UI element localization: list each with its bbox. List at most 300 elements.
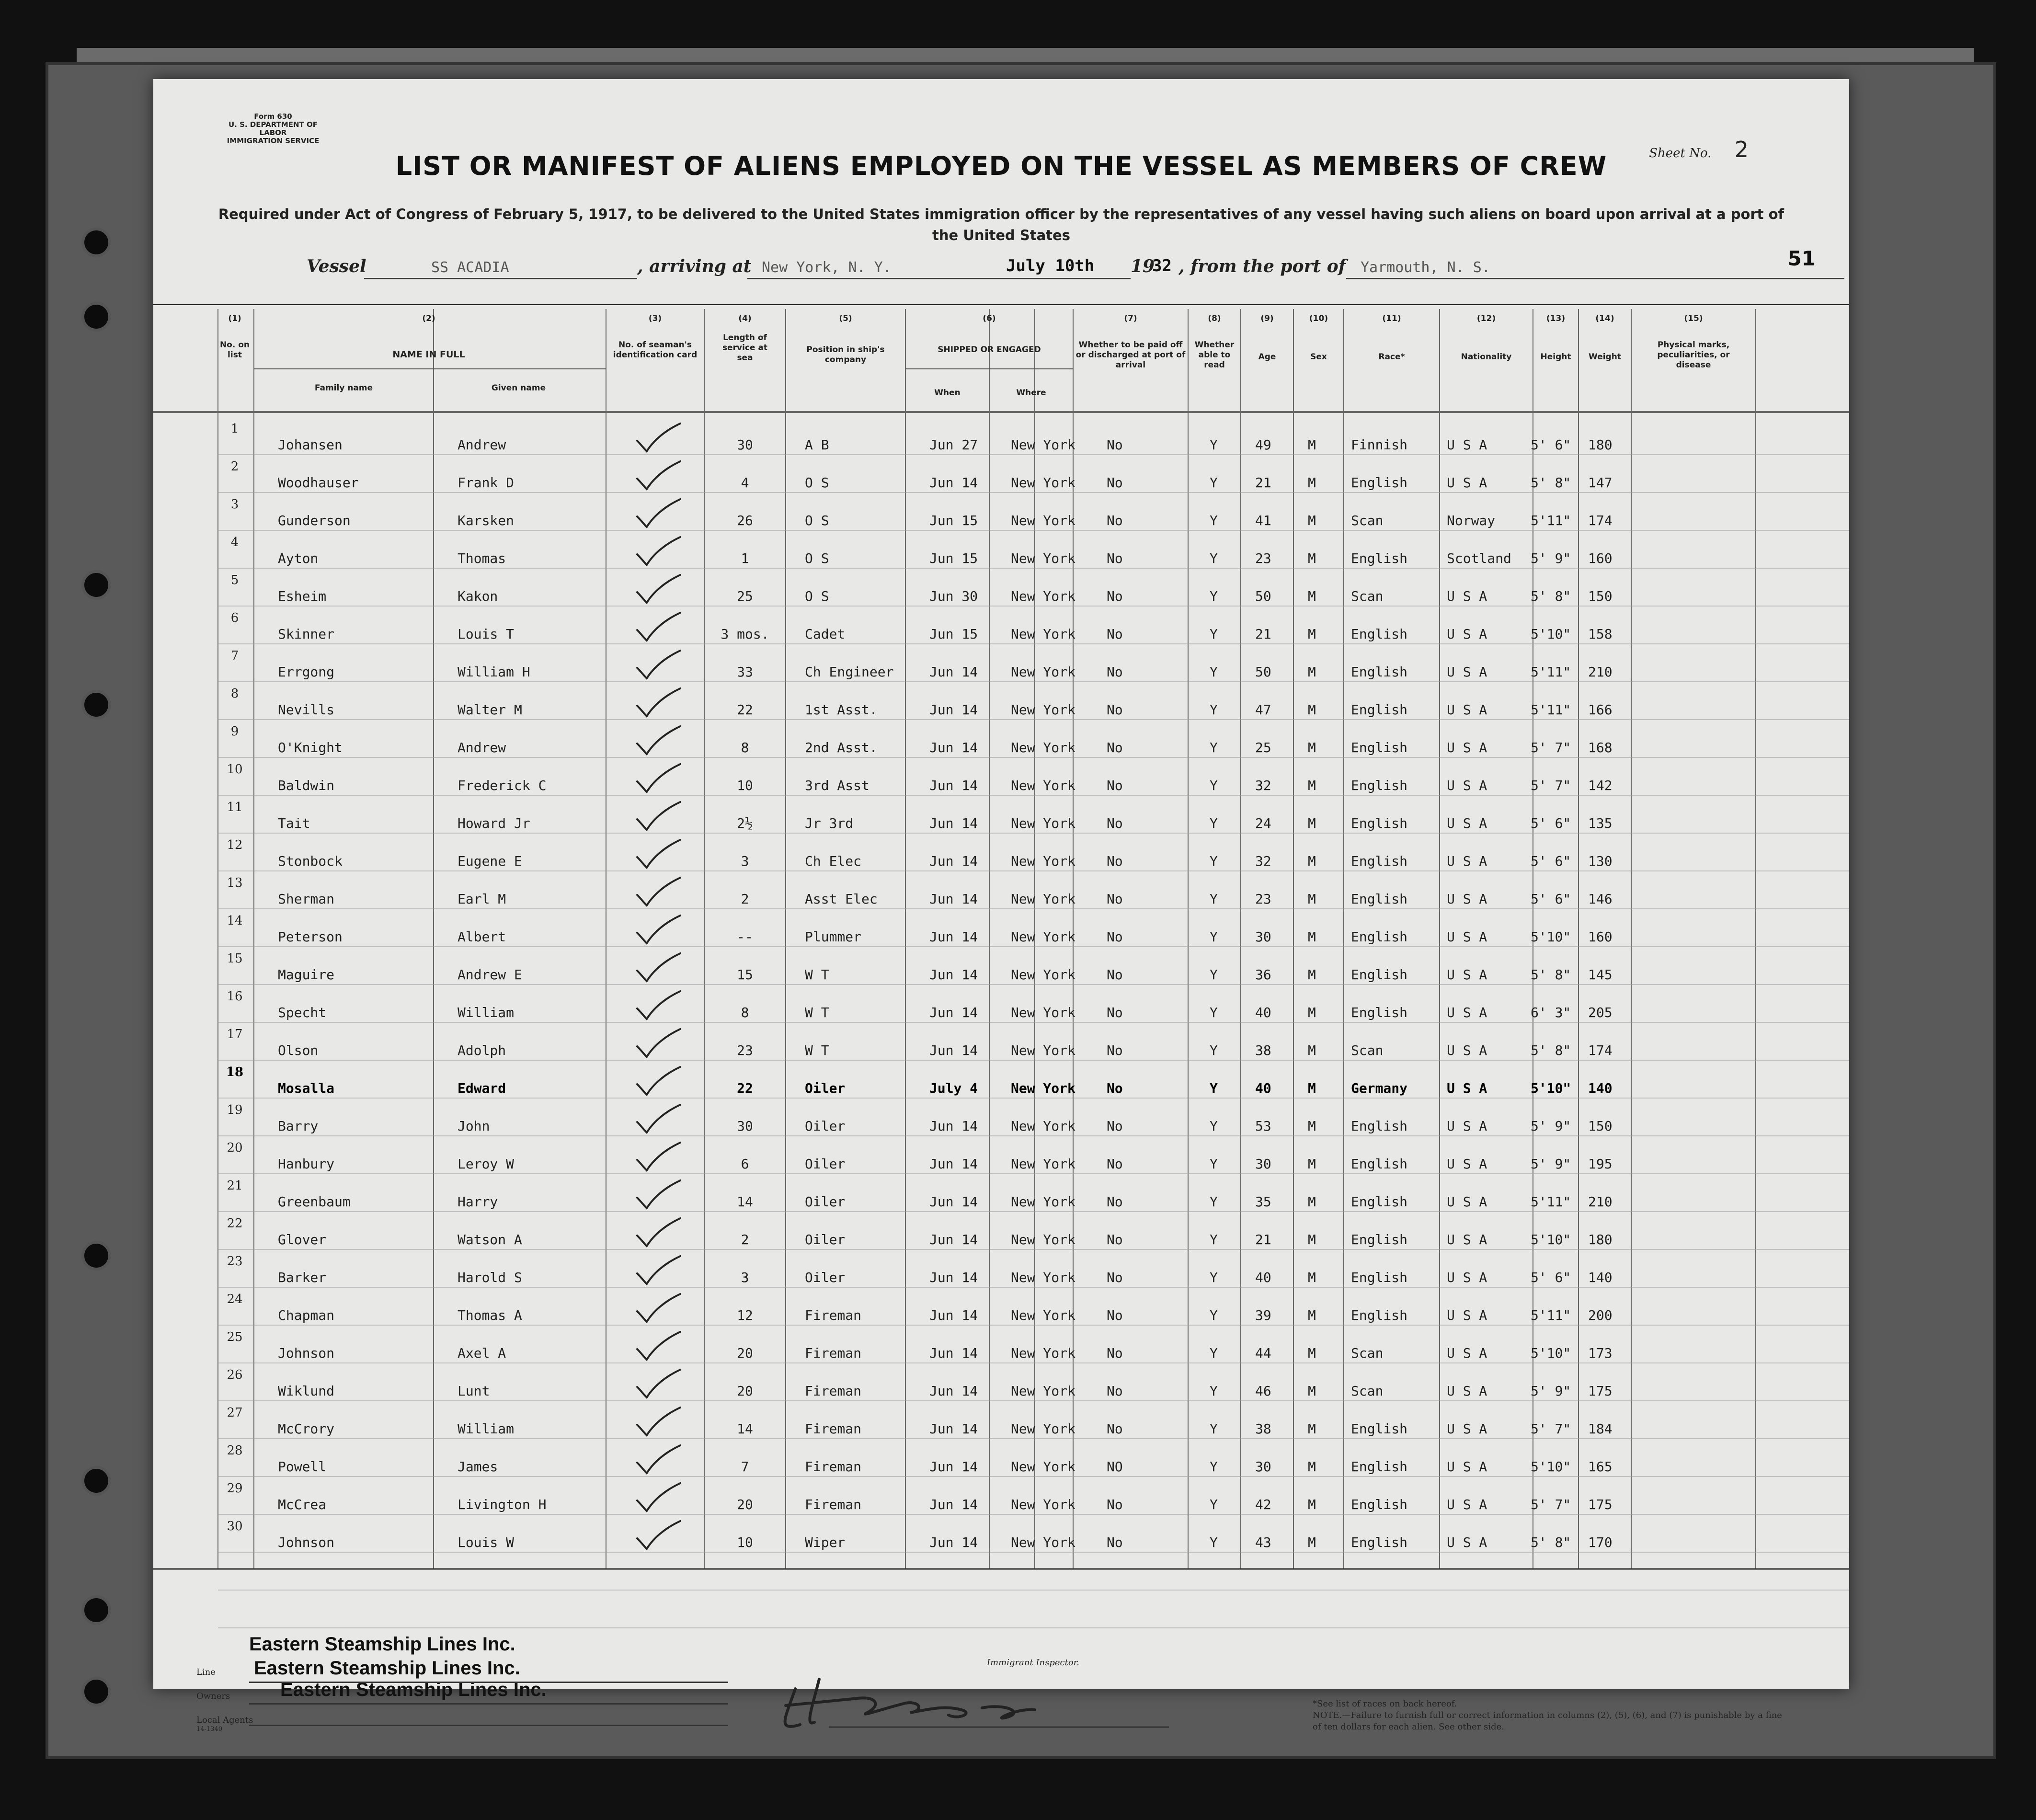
height: 5' 9" (1531, 550, 1571, 566)
given-name: William (458, 1005, 515, 1020)
able-to-read: Y (1210, 929, 1218, 945)
able-to-read: Y (1210, 1005, 1218, 1020)
col-14-num: (14) (1595, 314, 1614, 323)
weight: 160 (1588, 550, 1613, 566)
row-number: 29 (227, 1481, 243, 1496)
col-8-num: (8) (1208, 314, 1221, 323)
paid-off: No (1107, 815, 1123, 831)
hdr-position: Position in ship's company (806, 345, 885, 365)
family-name: Skinner (278, 626, 335, 642)
shipped-when: Jun 14 (929, 1118, 978, 1134)
family-name: Peterson (278, 929, 343, 945)
height: 5' 9" (1531, 1383, 1571, 1399)
sex: M (1308, 1232, 1316, 1248)
check-mark-icon (632, 1405, 685, 1438)
shipped-where: New York (1011, 1156, 1075, 1172)
shipped-when: Jun 14 (929, 1534, 978, 1550)
col-10-num: (10) (1309, 314, 1328, 323)
given-name: Karsken (458, 513, 515, 528)
weight: 142 (1588, 778, 1613, 793)
family-name: Specht (278, 1005, 327, 1020)
footnotes (1313, 1698, 1792, 1733)
page-title: LIST OR MANIFEST OF ALIENS EMPLOYED ON THE VESSEL AS MEMBERS OF CREW (395, 151, 1607, 181)
position: Fireman (805, 1345, 862, 1361)
table-row (153, 644, 1849, 682)
sex: M (1308, 967, 1316, 983)
weight: 175 (1588, 1383, 1613, 1399)
from-port: Yarmouth, N. S. (1361, 259, 1490, 276)
able-to-read: Y (1210, 1345, 1218, 1361)
shipped-when: Jun 14 (929, 1421, 978, 1437)
nationality: U S A (1447, 891, 1487, 907)
age: 40 (1255, 1005, 1271, 1020)
weight: 195 (1588, 1156, 1613, 1172)
hdr-length-service: Length of service at sea (722, 333, 768, 363)
table-row (153, 606, 1849, 644)
position: Oiler (805, 1080, 846, 1096)
family-name: O'Knight (278, 740, 343, 755)
service-length: 30 (737, 437, 753, 453)
nationality: U S A (1447, 437, 1487, 453)
given-name: Kakon (458, 588, 498, 604)
age: 30 (1255, 1459, 1271, 1475)
service-length: 8 (741, 1005, 749, 1020)
shipped-where: New York (1011, 815, 1075, 831)
hdr-able-read: Whether able to read (1194, 340, 1235, 370)
shipped-when: Jun 15 (929, 550, 978, 566)
service-length: 12 (737, 1307, 753, 1323)
nationality: U S A (1447, 740, 1487, 755)
given-name: Thomas A (458, 1307, 522, 1323)
row-number: 5 (230, 573, 239, 587)
paid-off: No (1107, 1156, 1123, 1172)
height: 5' 8" (1531, 1042, 1571, 1058)
paid-off: No (1107, 550, 1123, 566)
shipped-where: New York (1011, 929, 1075, 945)
table-row (153, 1098, 1849, 1136)
nationality: U S A (1447, 702, 1487, 718)
age: 44 (1255, 1345, 1271, 1361)
owners-label: Owners (196, 1691, 230, 1701)
nationality: U S A (1447, 815, 1487, 831)
sex: M (1308, 929, 1316, 945)
given-name: Axel A (458, 1345, 506, 1361)
paid-off: No (1107, 626, 1123, 642)
check-mark-icon (632, 648, 685, 681)
check-mark-icon (632, 875, 685, 908)
weight: 200 (1588, 1307, 1613, 1323)
family-name: Stonbock (278, 853, 343, 869)
age: 30 (1255, 929, 1271, 945)
nationality: U S A (1447, 778, 1487, 793)
family-name: Gunderson (278, 513, 351, 528)
paid-off: No (1107, 1497, 1123, 1512)
table-row (153, 833, 1849, 871)
nationality: U S A (1447, 664, 1487, 680)
service-length: 20 (737, 1345, 753, 1361)
family-name: Barker (278, 1270, 327, 1285)
age: 42 (1255, 1497, 1271, 1512)
nationality: U S A (1447, 1345, 1487, 1361)
sex: M (1308, 588, 1316, 604)
table-row (153, 1325, 1849, 1363)
position: Oiler (805, 1194, 846, 1210)
table-row (153, 492, 1849, 530)
service-length: 26 (737, 513, 753, 528)
nationality: U S A (1447, 929, 1487, 945)
age: 40 (1255, 1270, 1271, 1285)
check-mark-icon (632, 1518, 685, 1552)
col-3-num: (3) (648, 314, 662, 323)
shipped-where: New York (1011, 664, 1075, 680)
given-name: Andrew E (458, 967, 522, 983)
height: 5'11" (1531, 702, 1571, 718)
hdr-family-name: Family name (314, 383, 373, 393)
able-to-read: Y (1210, 437, 1218, 453)
race: English (1351, 664, 1408, 680)
check-mark-icon (632, 1178, 685, 1211)
race: English (1351, 475, 1408, 491)
age: 39 (1255, 1307, 1271, 1323)
age: 36 (1255, 967, 1271, 983)
nationality: U S A (1447, 626, 1487, 642)
weight: 165 (1588, 1459, 1613, 1475)
service-length: -- (737, 929, 753, 945)
shipped-when: Jun 30 (929, 588, 978, 604)
age: 32 (1255, 853, 1271, 869)
col-2-num: (2) (422, 314, 435, 323)
age: 40 (1255, 1080, 1271, 1096)
age: 23 (1255, 891, 1271, 907)
row-number: 22 (227, 1216, 243, 1231)
row-number: 27 (227, 1406, 243, 1420)
check-mark-icon (632, 421, 685, 454)
able-to-read: Y (1210, 1080, 1218, 1096)
position: Plummer (805, 929, 862, 945)
able-to-read: Y (1210, 1194, 1218, 1210)
given-name: Leroy W (458, 1156, 515, 1172)
position: Fireman (805, 1459, 862, 1475)
table-row (153, 871, 1849, 909)
service-length: 10 (737, 778, 753, 793)
check-mark-icon (632, 1329, 685, 1362)
shipped-when: Jun 14 (929, 891, 978, 907)
weight: 150 (1588, 1118, 1613, 1134)
family-name: McCrea (278, 1497, 327, 1512)
race: English (1351, 1534, 1408, 1550)
height: 5' 7" (1531, 1497, 1571, 1512)
position: Oiler (805, 1270, 846, 1285)
row-number: 9 (230, 724, 239, 739)
position: O S (805, 513, 829, 528)
footnote-fine: NOTE.—Failure to furnish full or correct information in columns (2), (5), (6), and (7) is punishable by a fine of ten dollars for each alien. See other side. (1313, 1710, 1782, 1732)
height: 5' 6" (1531, 1270, 1571, 1285)
given-name: Edward (458, 1080, 506, 1096)
table-row (153, 682, 1849, 720)
shipped-when: Jun 14 (929, 475, 978, 491)
able-to-read: Y (1210, 1421, 1218, 1437)
row-number: 28 (227, 1443, 243, 1458)
paid-off: No (1107, 853, 1123, 869)
paid-off: No (1107, 1383, 1123, 1399)
weight: 146 (1588, 891, 1613, 907)
family-name: Powell (278, 1459, 327, 1475)
nationality: U S A (1447, 853, 1487, 869)
sex: M (1308, 740, 1316, 755)
race: Scan (1351, 1042, 1384, 1058)
age: 30 (1255, 1156, 1271, 1172)
shipped-where: New York (1011, 437, 1075, 453)
check-mark-icon (632, 799, 685, 833)
race: English (1351, 929, 1408, 945)
sex: M (1308, 1534, 1316, 1550)
line-label: Line (196, 1667, 216, 1677)
sex: M (1308, 1383, 1316, 1399)
paid-off: No (1107, 1042, 1123, 1058)
given-name: Lunt (458, 1383, 490, 1399)
check-mark-icon (632, 1480, 685, 1514)
able-to-read: Y (1210, 815, 1218, 831)
shipped-where: New York (1011, 626, 1075, 642)
given-name: Harry (458, 1194, 498, 1210)
family-name: Chapman (278, 1307, 335, 1323)
row-number: 24 (227, 1292, 243, 1306)
table-row (153, 1060, 1849, 1098)
arriving-label: , arriving at (637, 256, 752, 276)
binder-hole (81, 570, 111, 600)
height: 5'11" (1531, 513, 1571, 528)
sex: M (1308, 1118, 1316, 1134)
family-name: Hanbury (278, 1156, 335, 1172)
age: 41 (1255, 513, 1271, 528)
given-name: Thomas (458, 550, 506, 566)
nationality: U S A (1447, 1232, 1487, 1248)
given-name: John (458, 1118, 490, 1134)
paid-off: No (1107, 1307, 1123, 1323)
nationality: Norway (1447, 513, 1496, 528)
shipped-when: Jun 14 (929, 740, 978, 755)
sex: M (1308, 1459, 1316, 1475)
weight: 166 (1588, 702, 1613, 718)
shipped-when: Jun 15 (929, 513, 978, 528)
service-length: 25 (737, 588, 753, 604)
weight: 175 (1588, 1497, 1613, 1512)
given-name: Howard Jr (458, 815, 530, 831)
given-name: Frederick C (458, 778, 547, 793)
table-row (153, 1477, 1849, 1514)
shipped-when: Jun 14 (929, 1383, 978, 1399)
weight: 180 (1588, 437, 1613, 453)
print-code: 14-1340 (196, 1726, 223, 1733)
shipped-when: Jun 14 (929, 664, 978, 680)
shipped-where: New York (1011, 778, 1075, 793)
col-13-num: (13) (1546, 314, 1566, 323)
from-underline (1346, 278, 1844, 279)
age: 25 (1255, 740, 1271, 755)
hdr-physical: Physical marks, peculiarities, or disease (1657, 340, 1730, 370)
row-number: 10 (227, 762, 243, 777)
nationality: Scotland (1447, 550, 1511, 566)
col-1-num: (1) (228, 314, 241, 323)
service-length: 8 (741, 740, 749, 755)
binder-hole (81, 690, 111, 720)
able-to-read: Y (1210, 1232, 1218, 1248)
age: 21 (1255, 475, 1271, 491)
weight: 210 (1588, 664, 1613, 680)
family-name: Barry (278, 1118, 319, 1134)
race: English (1351, 1270, 1408, 1285)
position: A B (805, 437, 829, 453)
table-row (153, 757, 1849, 795)
paid-off: No (1107, 588, 1123, 604)
paid-off: No (1107, 1005, 1123, 1020)
form-number: Form 630 (254, 112, 292, 121)
sheet-value: 2 (1734, 137, 1749, 162)
row-number: 1 (230, 422, 239, 436)
position: Ch Engineer (805, 664, 894, 680)
shipped-when: Jun 15 (929, 626, 978, 642)
row-number: 15 (227, 951, 243, 966)
hdr-shipped: SHIPPED OR ENGAGED (938, 345, 1041, 355)
race: English (1351, 1232, 1408, 1248)
family-name: McCrory (278, 1421, 335, 1437)
age: 53 (1255, 1118, 1271, 1134)
height: 5' 6" (1531, 437, 1571, 453)
check-mark-icon (632, 1064, 685, 1098)
weight: 174 (1588, 513, 1613, 528)
hdr-race: Race* (1378, 352, 1405, 362)
able-to-read: Y (1210, 967, 1218, 983)
height: 6' 3" (1531, 1005, 1571, 1020)
table-row (153, 568, 1849, 606)
table-row (153, 1212, 1849, 1249)
race: English (1351, 1421, 1408, 1437)
nationality: U S A (1447, 1421, 1487, 1437)
department: U. S. DEPARTMENT OF LABOR (228, 120, 318, 137)
table-row (153, 530, 1849, 568)
shipped-when: Jun 14 (929, 853, 978, 869)
hdr-seaman-card: No. of seaman's identification card (613, 340, 698, 360)
weight: 150 (1588, 588, 1613, 604)
check-mark-icon (632, 610, 685, 643)
nationality: U S A (1447, 1080, 1487, 1096)
age: 21 (1255, 1232, 1271, 1248)
table-row (153, 417, 1849, 455)
height: 5' 8" (1531, 1534, 1571, 1550)
weight: 140 (1588, 1270, 1613, 1285)
binder-hole (81, 302, 111, 332)
shipped-when: Jun 14 (929, 1042, 978, 1058)
table-row (153, 1249, 1849, 1287)
nationality: U S A (1447, 1042, 1487, 1058)
service-length: 20 (737, 1383, 753, 1399)
table-row (153, 1401, 1849, 1439)
weight: 184 (1588, 1421, 1613, 1437)
binder-hole (81, 1677, 111, 1706)
service-length: 6 (741, 1156, 749, 1172)
age: 32 (1255, 778, 1271, 793)
year-suffix: 32 (1152, 256, 1172, 275)
position: 3rd Asst (805, 778, 869, 793)
weight: 173 (1588, 1345, 1613, 1361)
service-length: 33 (737, 664, 753, 680)
agents-underline (249, 1725, 728, 1726)
sex: M (1308, 1307, 1316, 1323)
race: English (1351, 853, 1408, 869)
row-number: 17 (227, 1027, 243, 1042)
height: 5' 9" (1531, 1156, 1571, 1172)
sex: M (1308, 778, 1316, 793)
service-length: 23 (737, 1042, 753, 1058)
weight: 210 (1588, 1194, 1613, 1210)
table-row (153, 984, 1849, 1022)
sex: M (1308, 815, 1316, 831)
race: English (1351, 740, 1408, 755)
able-to-read: Y (1210, 853, 1218, 869)
sex: M (1308, 1345, 1316, 1361)
hdr-given-name: Given name (491, 383, 546, 393)
row-number: 20 (227, 1141, 243, 1155)
shipped-where: New York (1011, 1307, 1075, 1323)
shipped-where: New York (1011, 475, 1075, 491)
paid-off: No (1107, 437, 1123, 453)
given-name: Walter M (458, 702, 522, 718)
weight: 168 (1588, 740, 1613, 755)
shipped-when: Jun 14 (929, 967, 978, 983)
check-mark-icon (632, 913, 685, 946)
service-length: 30 (737, 1118, 753, 1134)
hdr-weight: Weight (1589, 352, 1621, 362)
weight: 135 (1588, 815, 1613, 831)
sex: M (1308, 550, 1316, 566)
sex: M (1308, 1156, 1316, 1172)
check-mark-icon (632, 950, 685, 984)
age: 23 (1255, 550, 1271, 566)
vessel-line (153, 256, 1763, 285)
position: Ch Elec (805, 853, 862, 869)
family-name: Olson (278, 1042, 319, 1058)
race: Scan (1351, 1383, 1384, 1399)
nationality: U S A (1447, 1307, 1487, 1323)
position: O S (805, 588, 829, 604)
hdr-when: When (934, 388, 961, 398)
height: 5' 7" (1531, 1421, 1571, 1437)
weight: 160 (1588, 929, 1613, 945)
shipped-where: New York (1011, 1421, 1075, 1437)
check-mark-icon (632, 1253, 685, 1287)
position: Oiler (805, 1232, 846, 1248)
hdr-height: Height (1540, 352, 1571, 362)
family-name: Esheim (278, 588, 327, 604)
given-name: Watson A (458, 1232, 522, 1248)
weight: 170 (1588, 1534, 1613, 1550)
row-number: 4 (230, 535, 239, 549)
position: Jr 3rd (805, 815, 854, 831)
inspector-signature (766, 1660, 1174, 1737)
row-number: 23 (227, 1254, 243, 1269)
shipped-where: New York (1011, 1383, 1075, 1399)
family-name: Glover (278, 1232, 327, 1248)
paid-off: No (1107, 740, 1123, 755)
paid-off: No (1107, 891, 1123, 907)
row-number: 11 (227, 800, 243, 814)
shipped-where: New York (1011, 967, 1075, 983)
paid-off: No (1107, 702, 1123, 718)
owner-stamp-1: Eastern Steamship Lines Inc. (249, 1634, 515, 1655)
form-id-block (216, 113, 331, 145)
arrival-date: July 10th (1006, 256, 1095, 275)
position: Fireman (805, 1307, 862, 1323)
